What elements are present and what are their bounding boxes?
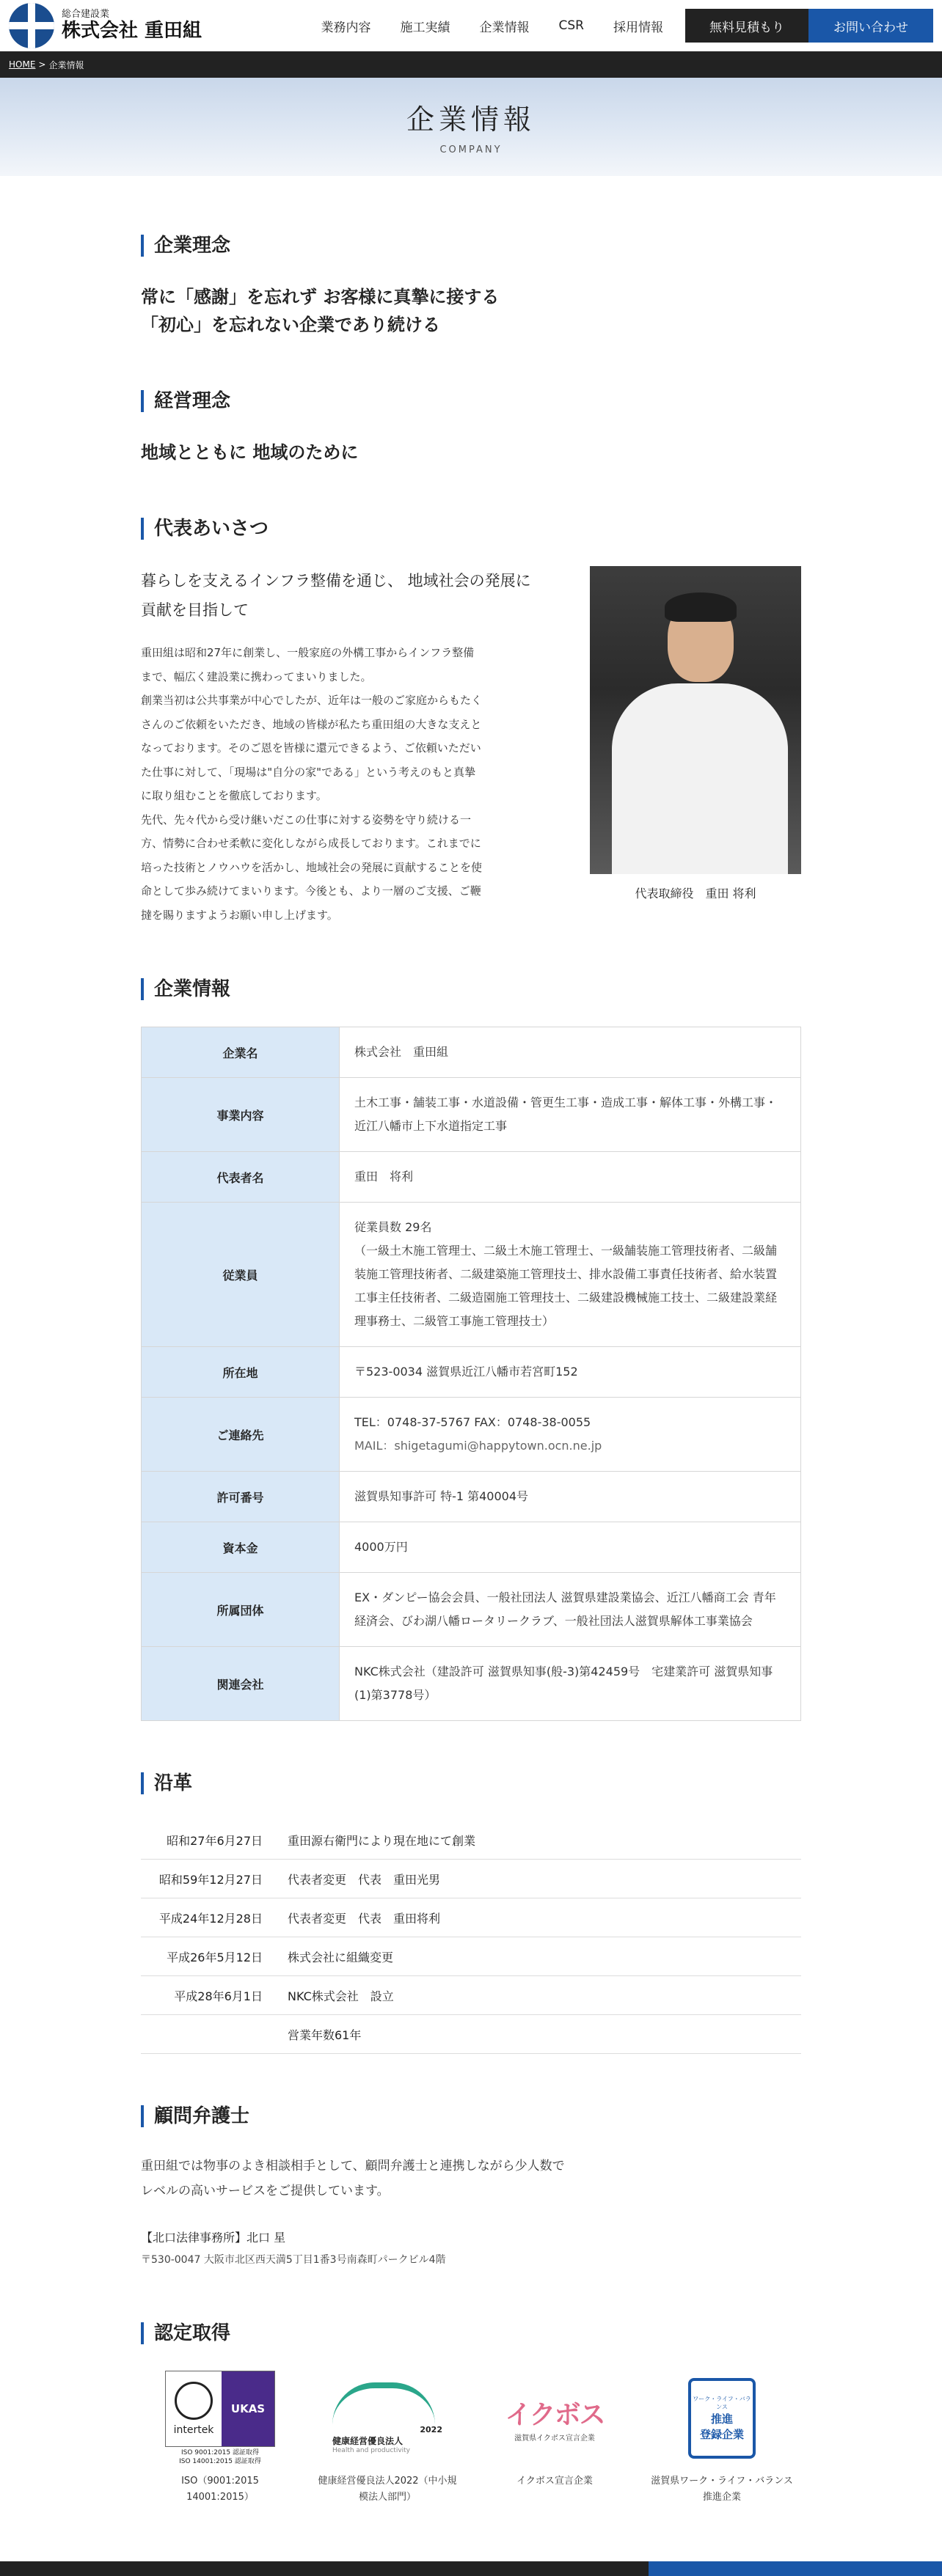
wlb-badge-main-1: 推進 xyxy=(710,2412,733,2426)
cert-wlb xyxy=(649,2371,795,2506)
history-row xyxy=(141,1860,801,1898)
wlb-badge-icon xyxy=(688,2378,756,2459)
greeting-body-line: に取り組むことを徹底しております。 xyxy=(141,789,327,802)
row-label: 許可番号 xyxy=(142,1472,340,1522)
wlb-badge-top: ワーク・ライフ・バランス xyxy=(693,2396,751,2410)
row-label: ご連絡先 xyxy=(142,1398,340,1472)
iso-badge-icon xyxy=(165,2371,275,2447)
greeting-body-line: 方、情勢に合わせ柔軟に変化しながら成長しております。これまでに xyxy=(141,837,481,850)
row-value: EX・ダンピー協会会員、一般社団法人 滋賀県建設業協会、近江八幡商工会 青年経済会、びわ湖八幡ロータリークラブ、一般社団法人滋賀県解体工事業協会 xyxy=(340,1573,801,1647)
employee-count: 従業員数 29名 xyxy=(354,1220,432,1234)
table-row xyxy=(142,1347,801,1398)
row-value: 株式会社 重田組 xyxy=(340,1027,801,1078)
row-value xyxy=(340,1398,801,1472)
cert-label: イクボス宣言企業 xyxy=(516,2476,593,2487)
table-row xyxy=(142,1647,801,1721)
logo-tagline: 総合建設業 xyxy=(62,8,110,20)
greeting-body-line: 培った技術とノウハウを活かし、地域社会の発展に貢献することを使 xyxy=(141,860,483,874)
management-section xyxy=(141,390,801,466)
certs-section xyxy=(141,2322,801,2506)
history-row xyxy=(141,1976,801,2015)
history-event: 代表者変更 代表 重田光男 xyxy=(288,1872,441,1887)
history-event: 株式会社に組織変更 xyxy=(288,1950,394,1964)
table-row xyxy=(142,1203,801,1347)
philosophy-heading: 企業理念 xyxy=(141,235,801,257)
breadcrumb-home-link[interactable]: HOME xyxy=(9,59,36,70)
greeting-lead-1: 暮らしを支えるインフラ整備を通じ、 地域社会の発展に xyxy=(141,572,531,590)
row-label: 従業員 xyxy=(142,1203,340,1347)
history-event: 重田源右衛門により現在地にて創業 xyxy=(288,1833,476,1848)
ceo-photo xyxy=(590,566,801,874)
greeting-body-line: なっております。そのご恩を皆様に還元できるよう、ご依頼いただい xyxy=(141,741,481,755)
health-logo-subtitle: Health and productivity xyxy=(332,2447,411,2454)
history-date: 平成28年6月1日 xyxy=(174,1989,263,2003)
table-row xyxy=(142,1152,801,1203)
greeting-body-line: 撻を賜りますようお願い申し上げます。 xyxy=(141,908,338,922)
row-label: 企業名 xyxy=(142,1027,340,1078)
cert-label: 健康経営優良法人2022（中小規模法人部門） xyxy=(318,2476,457,2503)
health-logo-year: 2022 xyxy=(420,2425,442,2434)
company-info-section xyxy=(141,978,801,1721)
iso-badge-line: ISO 9001:2015 認証取得 xyxy=(180,2449,259,2456)
main-content xyxy=(141,176,801,2506)
footer-bar xyxy=(0,2561,942,2576)
lawyer-address: 〒530-0047 大阪市北区西天満5丁目1番3号南森町パークビル4階 xyxy=(141,2254,446,2266)
philosophy-line-2: 「初心」を忘れない企業であり続ける xyxy=(141,315,440,335)
row-value: 4000万円 xyxy=(340,1522,801,1573)
cert-iso xyxy=(147,2371,293,2506)
company-info-table xyxy=(141,1027,801,1721)
company-info-heading: 企業情報 xyxy=(141,978,801,1000)
greeting-body-line: さんのご依頼をいただき、地域の皆様が私たち重田組の大きな支えと xyxy=(141,717,482,731)
globe-icon xyxy=(175,2382,213,2420)
certs-list xyxy=(141,2371,801,2506)
table-row xyxy=(142,1027,801,1078)
nav-item-recruit[interactable]: 採用情報 xyxy=(613,20,663,35)
health-logo-title: 健康経営優良法人 xyxy=(332,2436,404,2446)
history-row xyxy=(141,2015,801,2054)
greeting-heading: 代表あいさつ xyxy=(141,518,801,540)
logo-company-name: 株式会社 重田組 xyxy=(62,19,202,42)
health-management-logo-icon xyxy=(332,2382,442,2454)
greeting-body-line: た仕事に対して、「現場は"自分の家"である」という考えのもと真摯 xyxy=(141,765,476,779)
history-date: 昭和59年12月27日 xyxy=(158,1872,263,1887)
cert-label: ISO（9001:2015 14001:2015） xyxy=(181,2476,269,2503)
lawyer-office: 【北口法律事務所】北口 星 xyxy=(141,2231,286,2245)
greeting-body-line: 創業当初は公共事業が中心でしたが、近年は一般のご家庭からもたく xyxy=(141,694,483,707)
philosophy-line-1: 常に「感謝」を忘れず お客様に真摯に接する xyxy=(141,287,500,307)
main-nav xyxy=(307,0,942,51)
history-event: NKC株式会社 設立 xyxy=(288,1989,394,2003)
history-row xyxy=(141,1821,801,1860)
site-logo[interactable] xyxy=(9,3,202,48)
history-date: 昭和27年6月27日 xyxy=(167,1833,263,1848)
site-header xyxy=(0,0,942,51)
greeting-body-line: 重田組は昭和27年に創業し、一般家庭の外構工事からインフラ整備 xyxy=(141,646,475,659)
certs-heading: 認定取得 xyxy=(141,2322,801,2344)
row-value: 滋賀県知事許可 特-1 第40004号 xyxy=(340,1472,801,1522)
row-label: 所在地 xyxy=(142,1347,340,1398)
table-row xyxy=(142,1078,801,1152)
row-value: 〒523-0034 滋賀県近江八幡市若宮町152 xyxy=(340,1347,801,1398)
management-text: 地域とともに 地域のために xyxy=(141,442,359,463)
table-row xyxy=(142,1398,801,1472)
history-event: 代表者変更 代表 重田将利 xyxy=(288,1911,441,1926)
company-logo-mark xyxy=(9,3,54,48)
breadcrumb xyxy=(0,51,942,78)
history-section xyxy=(141,1772,801,2054)
ikuboss-logo-icon xyxy=(505,2394,604,2443)
row-value: 重田 将利 xyxy=(340,1152,801,1203)
philosophy-section xyxy=(141,235,801,339)
row-label: 関連会社 xyxy=(142,1647,340,1721)
breadcrumb-separator: > xyxy=(38,59,46,70)
history-date: 平成26年5月12日 xyxy=(167,1950,263,1964)
history-list xyxy=(141,1821,801,2054)
cert-health xyxy=(314,2371,461,2506)
lawyer-heading: 顧問弁護士 xyxy=(141,2105,801,2127)
row-value: NKC株式会社（建設許可 滋賀県知事(般-3)第42459号 宅建業許可 滋賀県知事(1)第3778号） xyxy=(340,1647,801,1721)
row-label: 代表者名 xyxy=(142,1152,340,1203)
row-label: 事業内容 xyxy=(142,1078,340,1152)
history-row xyxy=(141,1898,801,1937)
row-label: 資本金 xyxy=(142,1522,340,1573)
greeting-body-line: 先代、先々代から受け継いだこの仕事に対する姿勢を守り続ける一 xyxy=(141,812,472,826)
row-label: 所属団体 xyxy=(142,1573,340,1647)
footer-accent xyxy=(649,2561,942,2576)
cert-label: 滋賀県ワーク・ライフ・バランス推進企業 xyxy=(651,2476,793,2503)
table-row xyxy=(142,1573,801,1647)
history-event: 営業年数61年 xyxy=(288,2028,362,2042)
breadcrumb-current: 企業情報 xyxy=(48,59,84,70)
greeting-body-line: まで、幅広く建設業に携わってまいりました。 xyxy=(141,669,372,683)
row-value: 土木工事・舗装工事・水道設備・管更生工事・造成工事・解体工事・外構工事・近江八幡市上下水道指定工事 xyxy=(340,1078,801,1152)
row-value xyxy=(340,1203,801,1347)
wlb-badge-main-2: 登録企業 xyxy=(699,2428,744,2441)
table-row xyxy=(142,1472,801,1522)
lawyer-text-1: 重田組では物事のよき相談相手として、顧問弁護士と連携しながら少人数で xyxy=(141,2159,565,2173)
ukas-logo: UKAS xyxy=(222,2371,274,2446)
history-row xyxy=(141,1937,801,1976)
history-date: 平成24年12月28日 xyxy=(158,1911,263,1926)
nav-item-services[interactable]: 業務内容 xyxy=(321,20,371,35)
contact-button[interactable]: お問い合わせ xyxy=(808,9,933,43)
intertek-logo: intertek xyxy=(173,2424,214,2436)
nav-item-csr[interactable]: CSR xyxy=(558,18,584,33)
greeting-section xyxy=(141,518,801,927)
contact-email-link[interactable]: MAIL：shigetagumi@happytown.ocn.ne.jp xyxy=(354,1439,602,1453)
page-subtitle: COMPANY xyxy=(439,144,503,155)
history-heading: 沿革 xyxy=(141,1772,801,1794)
greeting-body-line: 命として歩み続けてまいります。今後とも、より一層のご支援、ご鞭 xyxy=(141,884,481,898)
ikuboss-logo-text: イクボス xyxy=(505,2400,605,2430)
nav-item-works[interactable]: 施工実績 xyxy=(400,20,450,35)
table-row xyxy=(142,1522,801,1573)
ikuboss-logo-subtitle: 滋賀県イクボス宣言企業 xyxy=(514,2434,595,2443)
nav-item-company[interactable]: 企業情報 xyxy=(479,20,530,35)
management-heading: 経営理念 xyxy=(141,390,801,412)
contact-phone: TEL：0748-37-5767 FAX：0748-38-0055 xyxy=(354,1415,591,1429)
employee-qualifications: （一級土木施工管理士、二級土木施工管理士、一級舗装施工管理技術者、二級舗装施工管理技術者、二級建築施工管理技士、排水設備工事責任技術者、給水装置工事主任技術者、二級造園施工管理技士、二級建設機械施工技士、二級建設業経理事務士、二級管工事施工管理技士） xyxy=(354,1244,778,1328)
page-hero xyxy=(0,78,942,176)
free-quote-button[interactable]: 無料見積もり xyxy=(685,9,808,43)
greeting-body xyxy=(141,641,552,927)
iso-badge-line: ISO 14001:2015 認証取得 xyxy=(179,2458,261,2465)
lawyer-text-2: レベルの高いサービスをご提供しています。 xyxy=(141,2184,390,2198)
cert-ikuboss xyxy=(481,2371,628,2506)
greeting-lead-2: 貢献を目指して xyxy=(141,601,249,619)
page-title: 企業情報 xyxy=(406,103,536,136)
ceo-caption: 代表取締役 重田 将利 xyxy=(635,887,756,900)
lawyer-section xyxy=(141,2105,801,2271)
